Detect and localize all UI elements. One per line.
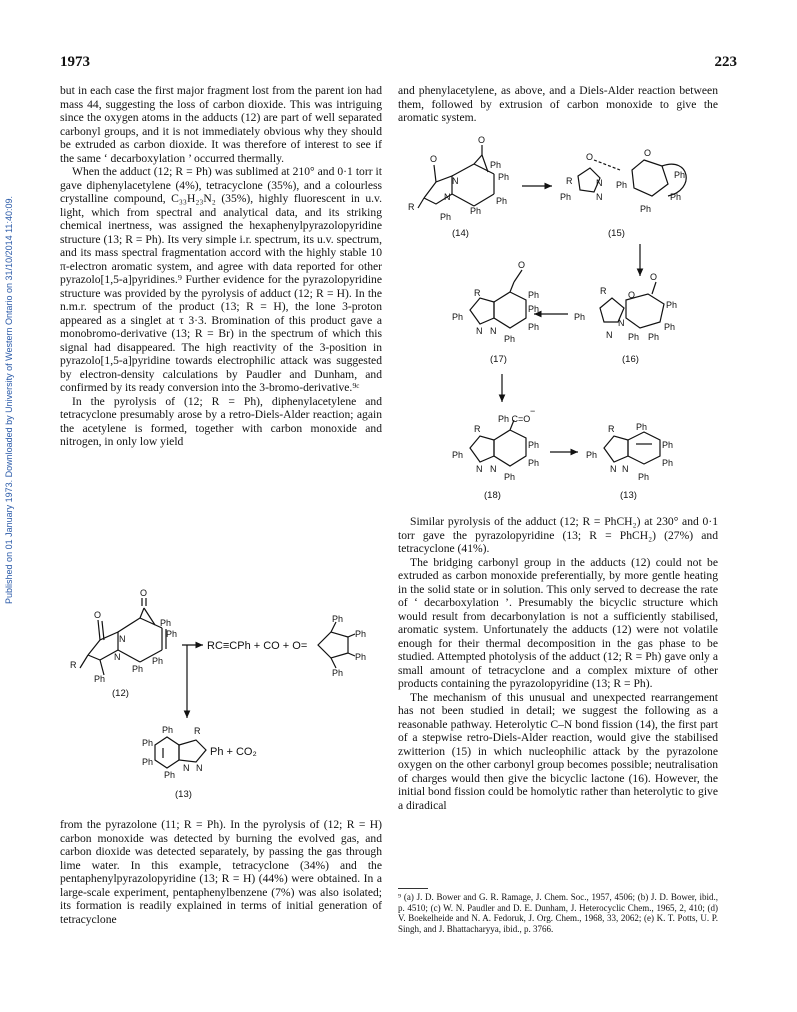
atom-label: Ph: [528, 458, 540, 468]
atom-label: Ph: [132, 664, 144, 674]
atom-label: Ph: [504, 334, 516, 344]
atom-label: Ph: [498, 172, 510, 182]
structure-17: [452, 260, 539, 365]
atom-label: Ph: [674, 170, 686, 180]
atom-label: Ph: [440, 212, 452, 222]
atom-label: Ph: [452, 312, 464, 322]
atom-label: N: [476, 464, 483, 474]
atom-label: O: [140, 588, 148, 598]
atom-label: N: [596, 178, 603, 188]
compound-label-13: (13): [620, 490, 637, 501]
structure-13-left: [142, 725, 257, 800]
atom-label: O: [650, 272, 658, 282]
atom-label: O: [518, 260, 526, 270]
paragraph: The bridging carbonyl group in the adducts (12) could not be extruded as carbon monoxide preferentially, by more gentle heating in the solid state or in solution. This only served to decrease the rate of ‘ decarboxylation ’. Presumably the bicyclic structure which would result from decarbonylation is not a sufficiently stabilised, aromatic system. Unfortunately the adducts (12) were not volatile enough for their thermal decomposition in the gas phase to be studied. Attempted photolysis of the adduct (12; R = Ph) gave only a small amount of tetracyclone and a complex mixture of other products containing the pyrazolopyridine (13; R = Ph).: [398, 555, 718, 690]
atom-label: Ph: [664, 322, 676, 332]
atom-label: Ph: [142, 757, 154, 767]
footnote-references: ⁹ (a) J. D. Bower and G. R. Ramage, J. Chem. Soc., 1957, 4506; (b) J. D. Bower, ibid., p. 4510; (c) W. N. Paudler and D. E. Dunham, J. Heterocyclic Chem., 1965, 2, 410; (d) V. Boekelheide and N. A. Fedoruk, J. Org. Chem., 1968, 33, 2062; (e) K. T. Potts, U. P. Singh, and J. Bhattacharyya, ibid., p. 3766.: [398, 892, 718, 934]
atom-label: Ph: [504, 472, 516, 482]
paragraph: The mechanism of this unusual and unexpected rearrangement has not been studied in detail; we suggest the following as a reasonable pathway. Heterolytic C–N bond fission (14), the first part of a stepwise retro-Diels-Alder reaction, would give the stabilised zwitterion (15) in which nucleophilic attack by the pyrazolone oxygen on the other carbonyl group becomes possible; neutralisation of charges would then give the bicyclic lactone (16). However, the initial bond fission could be homolytic rather than heterolytic to give a diradical: [398, 690, 718, 812]
atom-label: N: [452, 176, 459, 186]
compound-label-15: (15): [608, 228, 625, 239]
atom-label: N: [622, 464, 629, 474]
atom-label: Ph: [470, 206, 482, 216]
atom-label: N: [618, 318, 625, 328]
atom-label: R: [408, 202, 415, 212]
atom-label: R: [474, 288, 481, 298]
atom-label: Ph: [166, 629, 178, 639]
compound-label-17: (17): [490, 354, 507, 365]
atom-label: Ph: [528, 304, 540, 314]
atom-label: N: [114, 652, 121, 662]
products-text: RC≡CPh + CO + O=: [207, 640, 308, 652]
atom-label: R: [474, 424, 481, 434]
compound-label-13: (13): [175, 789, 192, 800]
atom-label: N: [596, 192, 603, 202]
atom-label: R: [566, 176, 573, 186]
atom-label: Ph: [496, 196, 508, 206]
page-number: 223: [714, 54, 737, 70]
atom-label: Ph: [638, 472, 650, 482]
atom-label: R: [600, 286, 607, 296]
atom-label: Ph: [162, 725, 174, 735]
atom-label: N: [196, 763, 203, 773]
atom-label: R: [608, 424, 615, 434]
co2-text: Ph + CO₂: [210, 746, 257, 758]
structure-15: [560, 148, 686, 239]
atom-label: Ph: [490, 160, 502, 170]
atom-label: N: [490, 464, 497, 474]
atom-label: Ph: [648, 332, 660, 342]
atom-label: O: [430, 154, 438, 164]
structure-13-right: [586, 422, 673, 501]
atom-label: Ph: [332, 668, 344, 678]
paragraph: When the adduct (12; R = Ph) was sublimed at 210° and 0·1 torr it gave diphenylacetylene (4%), tetracyclone (35%), and a colourless crystalline compound, C₃₃H₂₃N₂ (35%), highly fluorescent in u.v. light, which from spectral and analytical data, and its striking chemical inertness, was assigned the hexaphenylpyrazolopyridine structure (13; R = Ph). Its very simple i.r. spectrum, its u.v. spectrum, and its mass spectral fragmentation accord with the highly stable 10 π-electron aromatic system, and agree with data reported for other pyrazolo[1,5-a]pyridines.⁹ Further evidence for the pyrazolopyridine structure was provided by the pyrolysis of adduct (12; R = H). In the n.m.r. spectrum of the product (13; R = H), the lone 3-proton appeared as a singlet at τ 3·3. Bromination of this product gave a monobromo-derivative (13; R = Br) in the spectrum of which this signal had disappeared. The high reactivity of the 3-position in pyrazolo[1,5-a]pyridine towards electrophilic attack was suggested by electron-density calculations by Paudler and Dunham, and confirmed by its ready conversion into the 3-bromo-derivative.⁹ᶜ: [60, 165, 382, 394]
atom-label: Ph: [586, 450, 598, 460]
compound-label-16: (16): [622, 354, 639, 365]
atom-label: N: [444, 192, 451, 202]
atom-label: Ph: [662, 458, 674, 468]
paragraph: and phenylacetylene, as above, and a Diels-Alder reaction between them, followed by extrusion of carbon monoxide to give the aromatic system.: [398, 84, 718, 124]
atom-label: Ph: [636, 422, 648, 432]
atom-label: R: [194, 726, 201, 736]
atom-label: N: [119, 634, 126, 644]
download-notice-text: Published on 01 January 1973. Downloaded by University of Western Ontario on 31/10/2014 11:40:09.: [4, 196, 14, 604]
charge-minus: −: [530, 406, 536, 416]
atom-label: Ph: [355, 652, 367, 662]
atom-label: Ph: [332, 614, 344, 624]
atom-label: Ph: [628, 332, 640, 342]
atom-label: Ph: [355, 629, 367, 639]
atom-label: Ph: [94, 674, 106, 684]
atom-label: Ph: [142, 738, 154, 748]
paragraph: In the pyrolysis of (12; R = Ph), diphenylacetylene and tetracyclone presumably arose by a retro-Diels-Alder reaction; again the acetylene is formed, together with carbon monoxide and nitrogen, in only low yield: [60, 394, 382, 448]
structure-18: [452, 406, 539, 501]
paragraph: Similar pyrolysis of the adduct (12; R = PhCH₂) at 230° and 0·1 torr gave the pyrazolopyridine (13; R = PhCH₂) (27%) and tetracyclone (41%).: [398, 515, 718, 555]
compound-label-12: (12): [112, 688, 129, 699]
journal-year: 1973: [60, 54, 90, 70]
atom-label: N: [610, 464, 617, 474]
atom-label: O: [644, 148, 652, 158]
atom-label: O: [628, 290, 636, 300]
atom-label: Ph: [160, 618, 172, 628]
atom-label: Ph: [452, 450, 464, 460]
atom-label: R: [70, 660, 77, 670]
atom-label: Ph: [666, 300, 678, 310]
paragraph: from the pyrazolone (11; R = Ph). In the pyrolysis of (12; R = H) carbon monoxide was detected by burning the evolved gas, and carbon dioxide was detected separately, by passing the gas through lime water. In this example, tetracyclone (34%) and the pentaphenylpyrazolopyridine (13; R = H) (44%) were obtained. In a large-scale experiment, pentaphenylbenzene (7%) was also isolated; its formation is readily explained in terms of initial generation of tetracyclone: [60, 818, 382, 926]
atom-label: Ph: [670, 192, 682, 202]
atom-label: Ph: [662, 440, 674, 450]
paragraph: but in each case the first major fragment lost from the parent ion had mass 44, suggesting the loss of carbon dioxide. This was intriguing since the oxygen atoms in the adducts (12) are part of well separated carbonyl groups, and it is not immediately obvious why they should be extruded as carbon dioxide. It was therefore of interest to see if the same ‘ decarboxylation ’ occurred thermally.: [60, 84, 382, 165]
atom-label: O: [478, 135, 486, 145]
atom-label: Ph: [616, 180, 628, 190]
structure-16: [574, 272, 677, 365]
atom-label: Ph: [528, 290, 540, 300]
atom-label: O: [586, 152, 594, 162]
atom-label: N: [183, 763, 190, 773]
atom-label: Ph: [560, 192, 572, 202]
atom-label: Ph: [152, 656, 164, 666]
ketene-text: Ph C=O: [498, 414, 531, 424]
structure-tetracyclone: [318, 614, 366, 678]
atom-label: N: [490, 326, 497, 336]
atom-label: Ph: [528, 440, 540, 450]
atom-label: Ph: [574, 312, 586, 322]
atom-label: Ph: [640, 204, 652, 214]
atom-label: Ph: [164, 770, 176, 780]
atom-label: N: [606, 330, 613, 340]
compound-label-18: (18): [484, 490, 501, 501]
compound-label-14: (14): [452, 228, 469, 239]
atom-label: O: [94, 610, 102, 620]
structure-14: [408, 135, 509, 239]
atom-label: N: [476, 326, 483, 336]
structure-12: [70, 588, 177, 699]
atom-label: Ph: [528, 322, 540, 332]
